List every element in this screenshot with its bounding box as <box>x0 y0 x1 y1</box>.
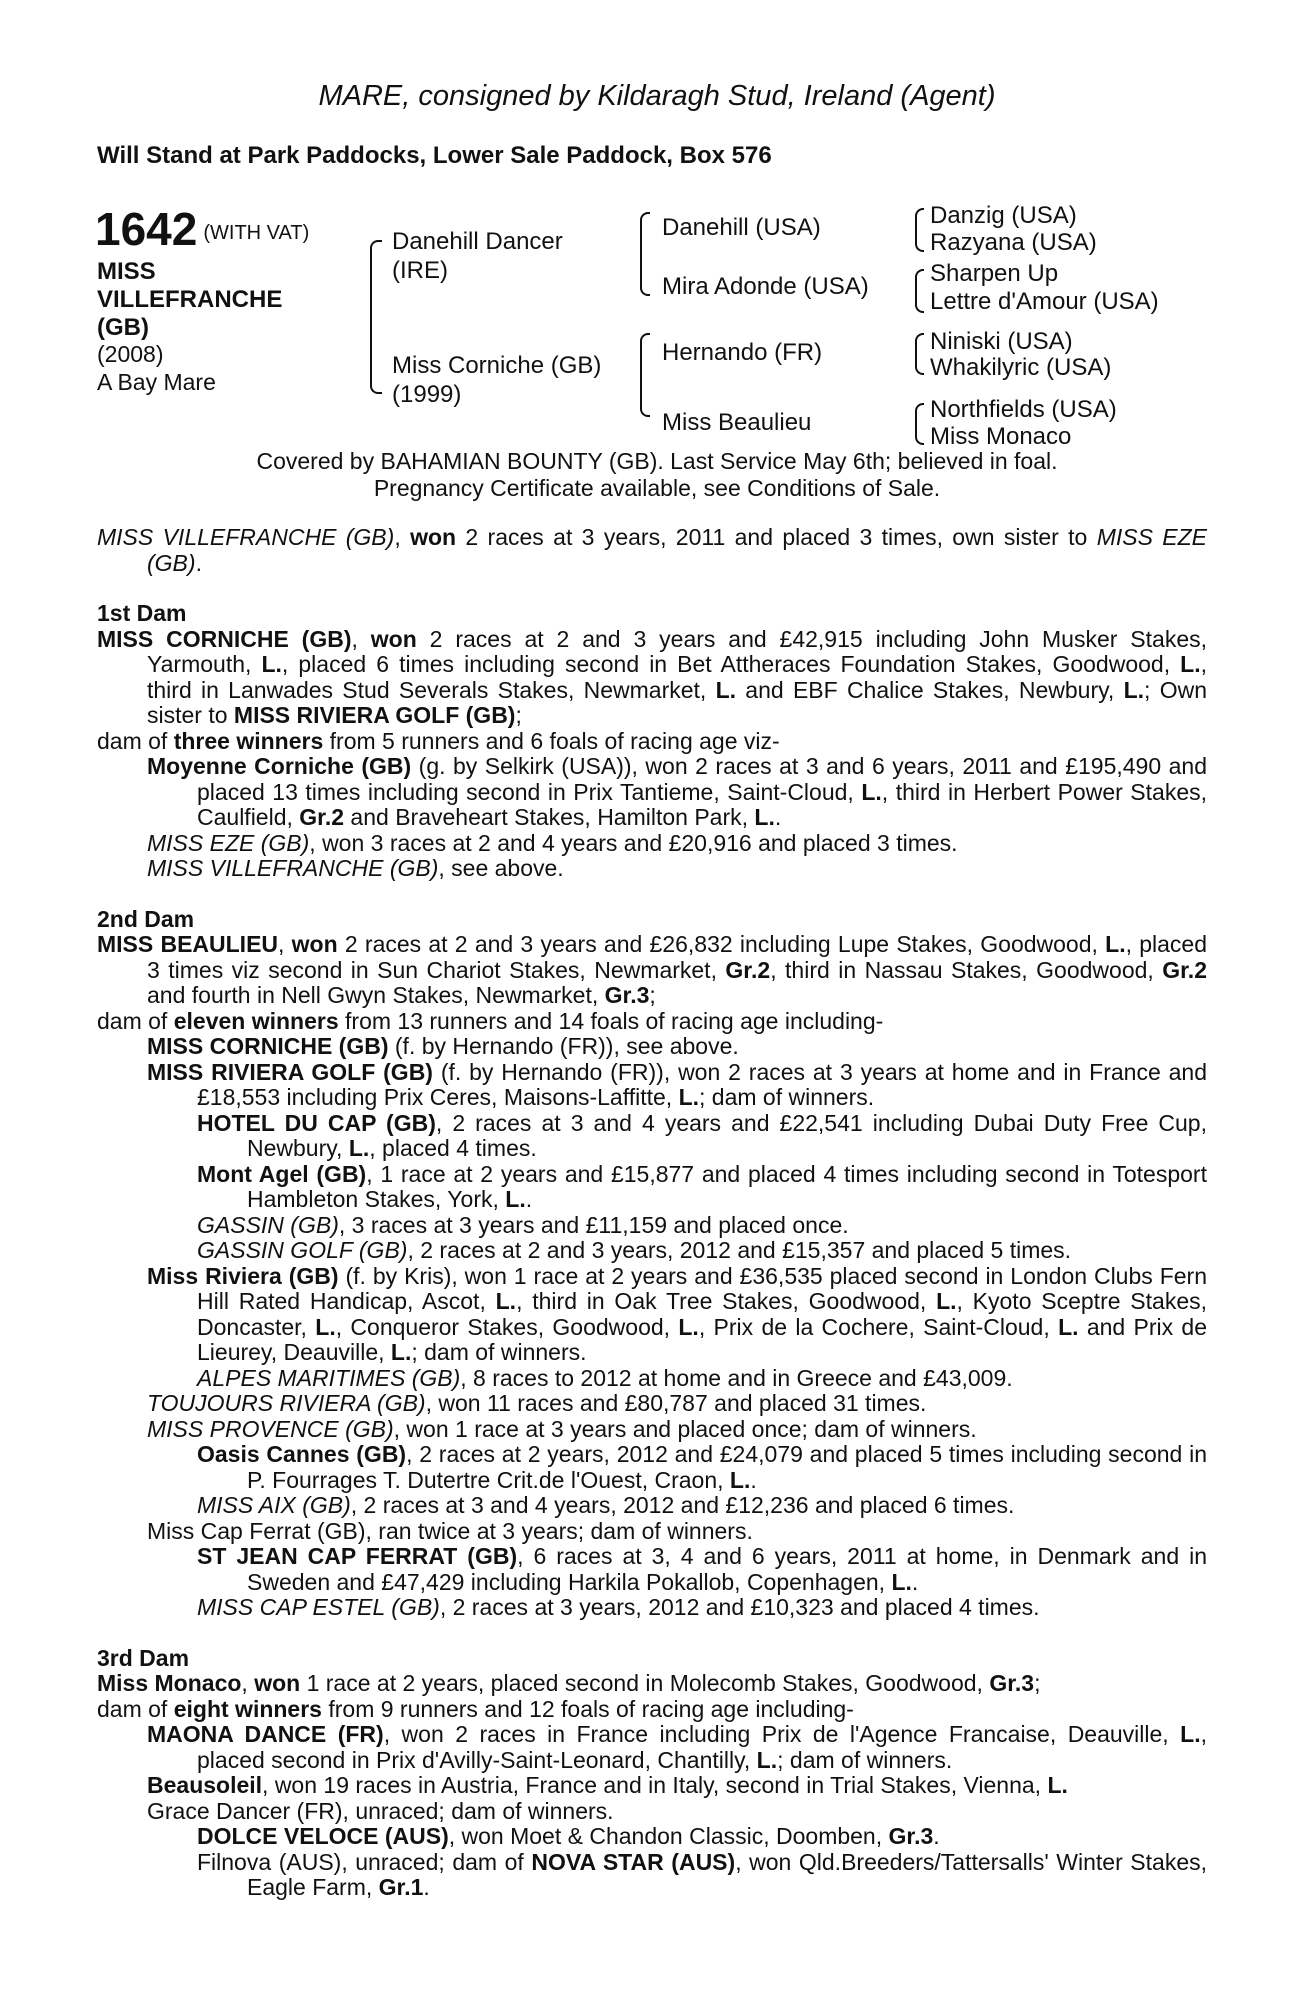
produce-entry <box>97 1544 1207 1595</box>
produce-entry <box>97 1773 1207 1799</box>
first-dam-record: MISS CORNICHE (GB), won 2 races at 2 and 3 years and £42,915 including John Musker Stakes, Yarmouth, L., placed 6 times including second in Bet Attheraces Foundation Stakes, Goodwood, L., third in Lanwades Stud Severals Stakes, Newmarket, L. and EBF Chalice Stakes, Newbury, L.; Own sister to MISS RIVIERA GOLF (GB); <box>97 625 1207 728</box>
text: ; dam of winners. <box>411 1339 587 1365</box>
dam-name: MISS CORNICHE (GB) <box>97 625 352 652</box>
text: and Braveheart Stakes, Hamilton Park, <box>344 804 755 830</box>
horse-description: A Bay Mare <box>97 369 216 395</box>
group-label: Gr.3 <box>989 1670 1035 1696</box>
first-dam-produce-summary <box>97 729 1207 755</box>
listed-label: L. <box>936 1288 957 1314</box>
third-dam-heading: 3rd Dam <box>97 1644 190 1671</box>
pregnancy-line: Pregnancy Certificate available, see Conditions of Sale. <box>373 475 941 501</box>
dam-name: Miss Monaco <box>97 1670 242 1696</box>
text: , placed 3 times viz second in Sun Chariot Stakes, Newmarket, <box>147 931 1208 983</box>
pedigree-dd-sire: Northfields (USA) <box>930 396 1117 423</box>
first-dam-heading: 1st Dam <box>97 600 187 626</box>
listed-label: L. <box>505 1186 526 1212</box>
text: ; <box>649 982 656 1008</box>
group-label: Gr.3 <box>604 982 650 1008</box>
produce-entry <box>97 1824 1207 1850</box>
won-label: won <box>291 931 338 957</box>
horse-name-line: MISS <box>97 258 156 285</box>
produce-entry <box>97 1799 1207 1825</box>
text: , Kyoto Sceptre Stakes, Doncaster, <box>197 1288 1208 1340</box>
produce-name: Mont Agel (GB) <box>197 1160 367 1187</box>
text: , 2 races at 3 years, 2012 and £10,323 and placed 4 times. <box>439 1594 1040 1620</box>
text: . <box>423 1874 430 1900</box>
text: 2 races at 2 and 3 years and £26,832 including Lupe Stakes, Goodwood, <box>337 931 1106 957</box>
produce-entry <box>97 1442 1207 1493</box>
won-label: won <box>254 1670 301 1696</box>
text: , placed 6 times including second in Bet Attheraces Foundation Stakes, Goodwood, <box>281 651 1181 677</box>
text: . <box>911 1568 919 1595</box>
pedigree-brace <box>640 212 650 296</box>
produce-entry <box>97 1722 1207 1773</box>
group-label: Gr.3 <box>888 1823 934 1849</box>
listed-label: L. <box>1058 1313 1079 1340</box>
winners-count: eight winners <box>173 1695 322 1722</box>
produce-name: HOTEL DU CAP (GB) <box>197 1109 436 1136</box>
produce-entry <box>97 1850 1207 1901</box>
produce-entry <box>97 1264 1207 1366</box>
produce-name: Miss Riviera (GB) <box>147 1262 339 1289</box>
text: (f. by Kris), won 1 race at 2 years and £36,535 placed second in London Clubs Fern Hill Rated Handicap, Ascot, <box>197 1262 1207 1314</box>
text: , see above. <box>438 855 564 881</box>
pedigree-sire-sire: Danehill (USA) <box>662 214 821 241</box>
produce-name: TOUJOURS RIVIERA (GB) <box>147 1390 426 1416</box>
pedigree-ss-dam: Razyana (USA) <box>930 229 1097 256</box>
produce-name: GASSIN GOLF (GB) <box>197 1237 408 1263</box>
text: . <box>525 1186 533 1212</box>
produce-entry <box>97 856 1207 882</box>
produce-name: MISS AIX (GB) <box>197 1492 351 1518</box>
listed-label: L. <box>390 1339 412 1365</box>
pedigree-dam-year: (1999) <box>392 381 462 408</box>
produce-entry <box>97 1493 1207 1519</box>
produce-entry <box>97 1034 1207 1060</box>
text: , third in Herbert Power Stakes, Caulfield, <box>197 778 1208 830</box>
horse-name <box>97 258 282 342</box>
produce-name: Moyenne Corniche (GB) <box>147 753 412 779</box>
text: ; dam of winners. <box>699 1084 875 1110</box>
produce-entry <box>97 754 1207 831</box>
horse-info <box>97 340 216 396</box>
text: . <box>195 549 202 576</box>
pedigree-sd-sire: Sharpen Up <box>930 260 1059 287</box>
text: 1 race at 2 years, placed second in Molecomb Stakes, Goodwood, <box>300 1670 990 1696</box>
listed-label: L. <box>315 1313 336 1340</box>
produce-name: ALPES MARITIMES (GB) <box>197 1364 461 1391</box>
vat-label: (WITH VAT) <box>203 222 310 244</box>
listed-label: L. <box>715 676 737 703</box>
produce-entry <box>97 1366 1207 1392</box>
sister-ref: MISS EZE (GB) <box>147 524 1208 576</box>
text: from 9 runners and 12 foals of racing age including- <box>321 1695 854 1722</box>
pedigree-dd-dam: Miss Monaco <box>930 423 1072 450</box>
pedigree-sd-dam: Lettre d'Amour (USA) <box>930 288 1159 315</box>
winners-count: eleven winners <box>173 1007 339 1034</box>
text: dam of <box>97 727 174 754</box>
text: ; Own sister to <box>147 676 1207 728</box>
text: , placed second in Prix d'Avilly-Saint-Leonard, Chantilly, <box>197 1721 1207 1773</box>
text: , third in Oak Tree Stakes, Goodwood, <box>516 1288 937 1314</box>
third-dam-record: Miss Monaco, won 1 race at 2 years, placed second in Molecomb Stakes, Goodwood, Gr.3; <box>97 1670 1041 1696</box>
text: and EBF Chalice Stakes, Newbury, <box>736 676 1124 703</box>
text: , placed 4 times. <box>369 1135 537 1161</box>
produce-entry <box>97 1417 1207 1443</box>
produce-name: MISS RIVIERA GOLF (GB) <box>147 1058 433 1085</box>
text: , won Moet & Chandon Classic, Doomben, <box>448 1823 889 1849</box>
covered-line: Covered by BAHAMIAN BOUNTY (GB). Last Service May 6th; believed in foal. <box>256 448 1058 474</box>
listed-label: L. <box>348 1135 370 1161</box>
pedigree-sire: Danehill Dancer <box>392 228 563 255</box>
produce-name: MISS VILLEFRANCHE (GB) <box>147 855 439 881</box>
text: . <box>750 1466 757 1493</box>
produce-entry <box>97 1391 1207 1417</box>
pedigree-ds-dam: Whakilyric (USA) <box>930 354 1112 381</box>
text: from 5 runners and 6 foals of racing age viz- <box>323 727 780 754</box>
listed-label: L. <box>1180 1721 1201 1747</box>
group-label: Gr.2 <box>1162 956 1207 983</box>
text: 2 races at 2 and 3 years and £42,915 including John Musker Stakes, Yarmouth, <box>147 625 1207 677</box>
pedigree-brace <box>640 333 650 417</box>
text: , won 2 races in France including Prix de l'Agence Francaise, Deauville, <box>383 1721 1181 1747</box>
sister-name: MISS RIVIERA GOLF (GB) <box>233 702 516 728</box>
text: dam of <box>97 1695 174 1722</box>
listed-label: L. <box>1123 676 1145 703</box>
produce-entry <box>97 1238 1207 1264</box>
foaling-year: (2008) <box>97 341 164 367</box>
pedigree-brace <box>915 403 924 445</box>
text: , 3 races at 3 years and £11,159 and placed once. <box>338 1211 849 1238</box>
pedigree-brace <box>915 208 924 252</box>
produce-entry <box>97 1519 1207 1545</box>
second-dam-heading: 2nd Dam <box>97 905 195 932</box>
produce-name: MISS PROVENCE (GB) <box>147 1415 394 1442</box>
dam-name: MISS BEAULIEU <box>97 931 279 957</box>
produce-name: MISS CORNICHE (GB) <box>147 1033 389 1059</box>
pedigree-brace <box>915 333 924 375</box>
text: , 2 races at 2 years, 2012 and £24,079 and placed 5 times including second in P. Fourrages T. Dutertre Crit.de l'Ouest, Craon, <box>247 1441 1207 1493</box>
text: , won Qld.Breeders/Tattersalls' Winter Stakes, Eagle Farm, <box>247 1848 1207 1900</box>
listed-label: L. <box>1180 651 1201 677</box>
produce-name: MISS EZE (GB) <box>147 829 310 856</box>
text: (f. by Hernando (FR)), see above. <box>388 1033 739 1059</box>
pedigree-dam-dam: Miss Beaulieu <box>662 409 812 436</box>
listed-label: L. <box>729 1466 751 1493</box>
text: , third in Lanwades Stud Severals Stakes, Newmarket, <box>147 651 1207 703</box>
text: , Conqueror Stakes, Goodwood, <box>335 1313 679 1340</box>
pedigree-ss-sire: Danzig (USA) <box>930 202 1077 229</box>
pedigree-ds-sire: Niniski (USA) <box>930 328 1073 355</box>
text: Filnova (AUS), unraced; dam of <box>197 1848 532 1875</box>
pedigree-dam: Miss Corniche (GB) <box>392 352 602 379</box>
listed-label: L. <box>1047 1772 1068 1798</box>
produce-entry <box>97 1213 1207 1239</box>
lot-number-value: 1642 <box>95 203 198 255</box>
text: , <box>394 524 411 550</box>
produce-name: DOLCE VELOCE (AUS) <box>197 1823 449 1849</box>
group-label: Gr.1 <box>378 1874 424 1900</box>
text: dam of <box>97 1007 174 1034</box>
text: from 13 runners and 14 foals of racing age including- <box>338 1007 884 1034</box>
group-label: Gr.2 <box>299 804 345 830</box>
horse-name-line: VILLEFRANCHE <box>97 286 283 313</box>
listed-label: L. <box>861 778 882 805</box>
pedigree-brace <box>370 240 382 394</box>
produce-name: Beausoleil <box>147 1772 263 1798</box>
intro-paragraph <box>97 525 1207 576</box>
text: (g. by Selkirk (USA)), won 2 races at 3 and 6 years, 2011 and £195,490 and placed 13 times including second in Prix Tantieme, Saint-Cloud, <box>197 753 1207 805</box>
produce-entry <box>97 831 1207 857</box>
produce-name: GASSIN (GB) <box>197 1211 339 1238</box>
text: and Prix de Lieurey, Deauville, <box>197 1313 1208 1365</box>
text: , 1 race at 2 years and £15,877 and placed 4 times including second in Totesport Hambleton Stakes, York, <box>247 1160 1207 1212</box>
catalogue-body <box>97 525 1207 1901</box>
pedigree-sire-dam: Mira Adonde (USA) <box>662 273 869 300</box>
text: ; <box>515 702 522 728</box>
text: (f. by Hernando (FR)), won 2 races at 3 years at home and in France and £18,553 including Prix Ceres, Maisons-Laffitte, <box>197 1058 1207 1110</box>
horse-ref: MISS VILLEFRANCHE (GB) <box>97 524 395 550</box>
text: , won 1 race at 3 years and placed once; dam of winners. <box>393 1415 977 1442</box>
text: Miss Cap Ferrat (GB), ran twice at 3 years; dam of winners. <box>147 1517 753 1544</box>
consignor-heading: MARE, consigned by Kildaragh Stud, Ireland (Agent) <box>318 80 996 112</box>
text: . <box>933 1823 940 1849</box>
text: , 2 races at 3 and 4 years, 2012 and £12,236 and placed 6 times. <box>350 1492 1015 1518</box>
text: , won 19 races in Austria, France and in Italy, second in Trial Stakes, Vienna, <box>262 1772 1048 1798</box>
won-label: won <box>370 625 417 652</box>
lot-number <box>95 205 309 257</box>
text: , won 11 races and £80,787 and placed 31 times. <box>425 1390 927 1416</box>
produce-entry <box>97 1595 1207 1621</box>
winners-count: three winners <box>173 727 324 754</box>
listed-label: L. <box>261 651 282 677</box>
listed-label: L. <box>891 1568 912 1595</box>
text: . <box>774 804 782 830</box>
text: , 8 races to 2012 at home and in Greece and £43,009. <box>460 1364 1013 1391</box>
third-dam-produce-summary <box>97 1697 1207 1723</box>
produce-name: Oasis Cannes (GB) <box>197 1441 407 1467</box>
group-label: Gr.2 <box>725 956 771 983</box>
text: , third in Nassau Stakes, Goodwood, <box>770 956 1163 983</box>
text: 2 races at 3 years, 2011 and placed 3 times, own sister to <box>456 524 1097 550</box>
produce-entry <box>97 1162 1207 1213</box>
text: ; dam of winners. <box>777 1746 953 1773</box>
listed-label: L. <box>756 1746 778 1773</box>
listed-label: L. <box>1105 931 1126 957</box>
listed-label: L. <box>678 1084 700 1110</box>
second-dam-record: MISS BEAULIEU, won 2 races at 2 and 3 years and £26,832 including Lupe Stakes, Goodwood, L., placed 3 times viz second in Sun Chariot Stakes, Newmarket, Gr.2, third in Nassau Stakes, Goodwood, Gr.2 and fourth in Nell Gwyn Stakes, Newmarket, Gr.3; <box>97 931 1208 1008</box>
listed-label: L. <box>754 804 775 830</box>
produce-entry <box>97 1060 1207 1111</box>
text: , won 3 races at 2 and 4 years and £20,916 and placed 3 times. <box>309 829 958 856</box>
text: , 2 races at 2 and 3 years, 2012 and £15,357 and placed 5 times. <box>407 1237 1072 1263</box>
pedigree-brace <box>915 269 924 313</box>
horse-name-line: (GB) <box>97 314 149 341</box>
pedigree-dam-sire: Hernando (FR) <box>662 339 823 366</box>
text: Grace Dancer (FR), unraced; dam of winners. <box>147 1797 614 1824</box>
produce-name: NOVA STAR (AUS) <box>531 1848 736 1875</box>
text: , 2 races at 3 and 4 years and £22,541 including Dubai Duty Free Cup, Newbury, <box>247 1109 1207 1161</box>
produce-name: MAONA DANCE (FR) <box>147 1721 384 1747</box>
produce-name: MISS CAP ESTEL (GB) <box>197 1594 440 1620</box>
second-dam-produce-summary <box>97 1009 1207 1035</box>
listed-label: L. <box>678 1313 699 1340</box>
produce-name: ST JEAN CAP FERRAT (GB) <box>197 1543 518 1569</box>
produce-entry <box>97 1111 1207 1162</box>
text: , 6 races at 3, 4 and 6 years, 2011 at home, in Denmark and in Sweden and £47,429 including Harkila Pokallob, Copenhagen, <box>247 1543 1207 1595</box>
text: and fourth in Nell Gwyn Stakes, Newmarket, <box>147 982 605 1008</box>
pedigree-sire-country: (IRE) <box>392 257 448 284</box>
text: , Prix de la Cochere, Saint-Cloud, <box>698 1313 1059 1340</box>
won-label: won <box>410 524 457 550</box>
listed-label: L. <box>495 1288 517 1314</box>
location-line: Will Stand at Park Paddocks, Lower Sale Paddock, Box 576 <box>97 142 772 169</box>
text: ; <box>1034 1670 1041 1696</box>
